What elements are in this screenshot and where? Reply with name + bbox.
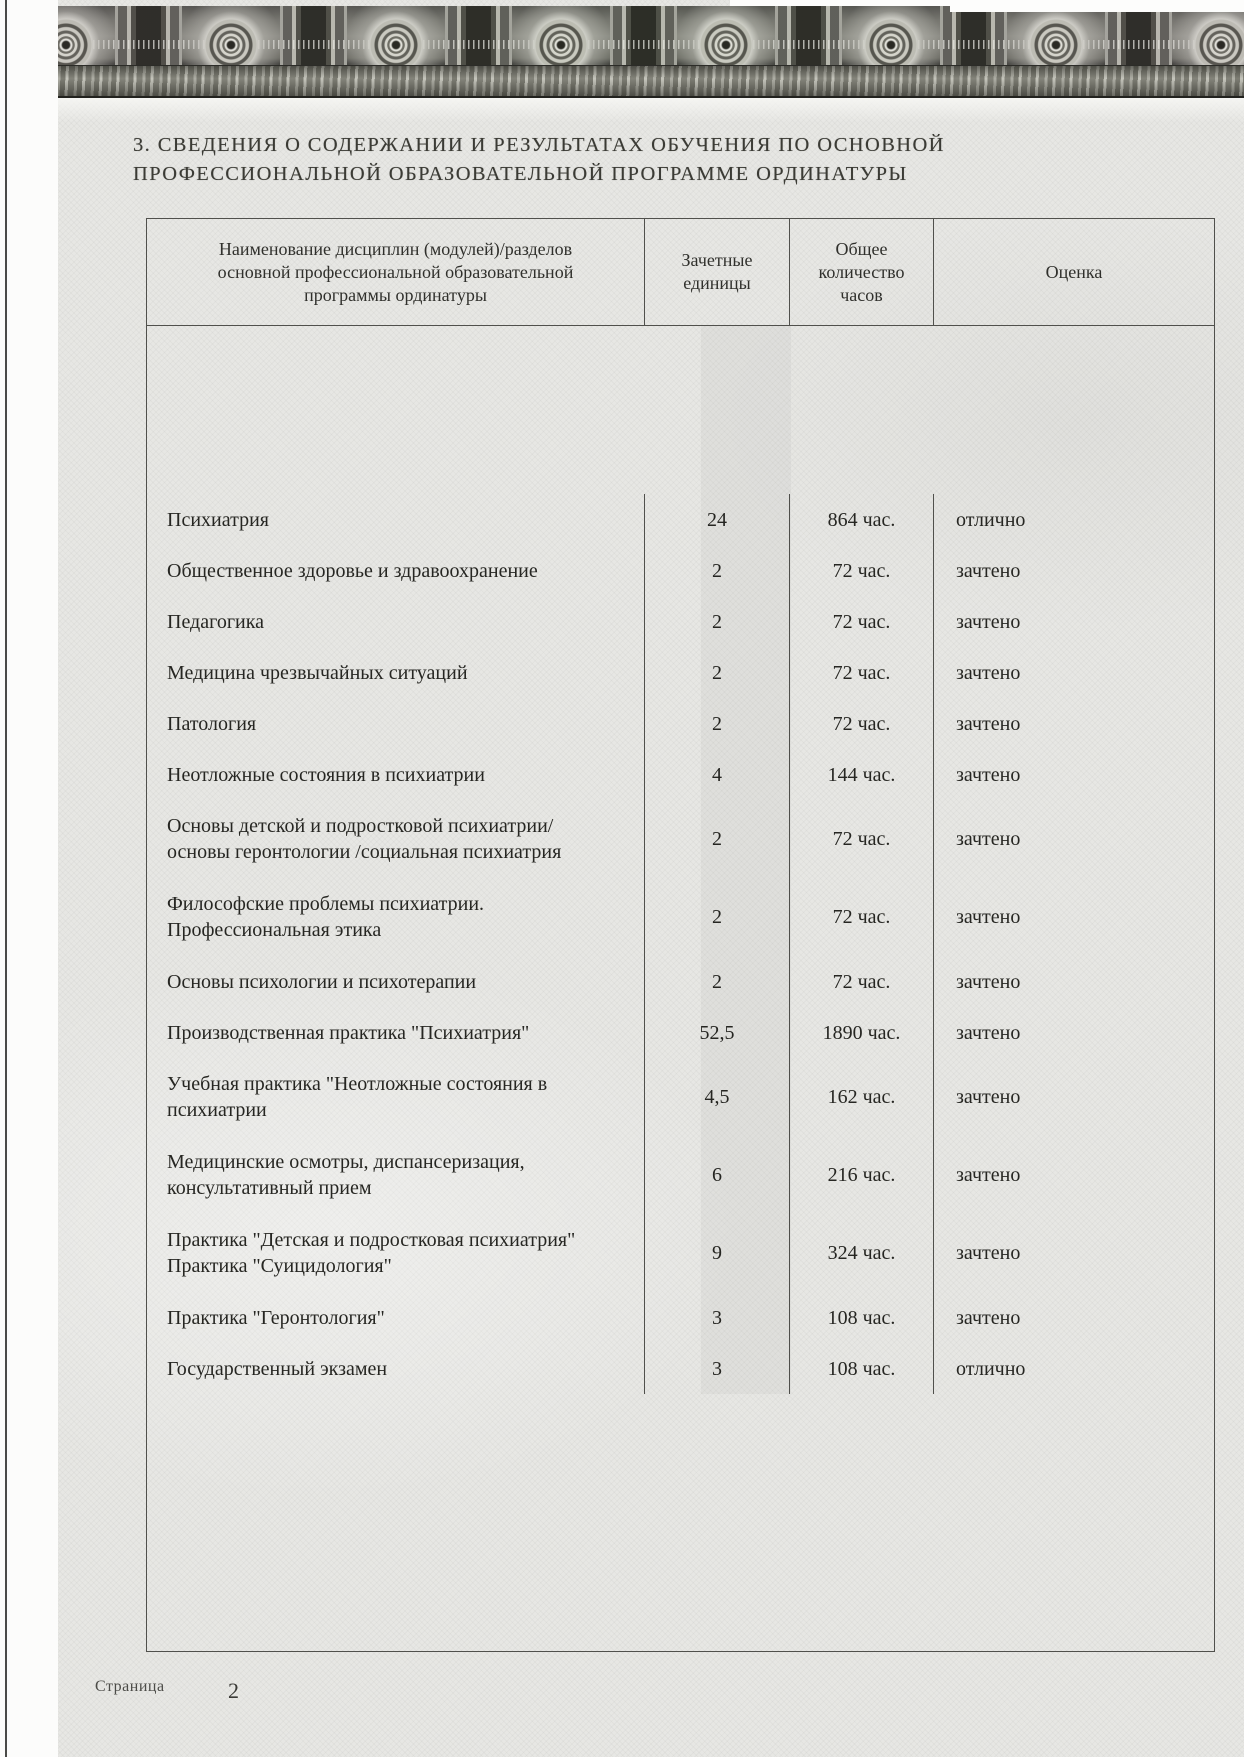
table-row: [147, 1343, 1214, 1394]
table-row: [147, 1136, 1214, 1214]
table-row: [147, 494, 1214, 545]
discipline-line: Основы детской и подростковой психиатрии/: [167, 815, 554, 837]
guilloche-band: [58, 6, 1244, 98]
hours-cell: 72 час.: [790, 878, 934, 956]
table-row: [147, 698, 1214, 749]
header-line: основной профессиональной образовательной: [217, 261, 574, 282]
grade-cell: отлично: [956, 1357, 1026, 1380]
credits-cell: 3: [645, 1292, 790, 1343]
hours-cell: 864 час.: [790, 494, 934, 545]
band-fade: [58, 98, 1244, 122]
hours-cell: 72 час.: [790, 698, 934, 749]
grade-cell: зачтено: [956, 828, 1021, 850]
discipline-line: Медицинские осмотры, диспансеризация,: [167, 1151, 525, 1173]
discipline-line: Медицина чрезвычайных ситуаций: [167, 661, 468, 684]
discipline-cell: [147, 1058, 645, 1136]
footer-page-number: 2: [228, 1678, 239, 1703]
credits-cell: 2: [645, 545, 790, 596]
hours-cell: 72 час.: [790, 545, 934, 596]
discipline-line: Практика "Геронтология": [167, 1306, 385, 1329]
header-line: Наименование дисциплин (модулей)/разделов: [218, 238, 573, 259]
discipline-cell: [147, 1007, 645, 1058]
hours-cell: 72 час.: [790, 800, 934, 878]
discipline-cell: [147, 749, 645, 800]
hours-cell: 1890 час.: [790, 1007, 934, 1058]
table-row: [147, 647, 1214, 698]
discipline-cell: [147, 698, 645, 749]
discipline-line: Неотложные состояния в психиатрии: [167, 763, 485, 786]
column-header-hours: [790, 219, 934, 325]
grade-cell: отлично: [956, 508, 1026, 531]
discipline-cell: [147, 1292, 645, 1343]
credits-cell: 2: [645, 800, 790, 878]
header-line: Оценка: [1045, 261, 1103, 282]
footer-page-label: Страница: [95, 1678, 165, 1695]
section-title-line1: 3. СВЕДЕНИЯ О СОДЕРЖАНИИ И РЕЗУЛЬТАТАХ ОБУЧЕНИЯ ПО ОСНОВНОЙ: [133, 134, 945, 156]
table-row: [147, 545, 1214, 596]
grade-cell: зачтено: [956, 661, 1021, 684]
credits-cell: 4: [645, 749, 790, 800]
hours-cell: 108 час.: [790, 1343, 934, 1394]
grade-cell: зачтено: [956, 1086, 1021, 1108]
discipline-cell: [147, 956, 645, 1007]
credits-cell: 9: [645, 1214, 790, 1292]
discipline-line: Профессиональная этика: [167, 919, 382, 941]
section-title-line2: ПРОФЕССИОНАЛЬНОЙ ОБРАЗОВАТЕЛЬНОЙ ПРОГРАММЕ ОРДИНАТУРЫ: [133, 163, 908, 185]
discipline-line: Учебная практика "Неотложные состояния в: [167, 1073, 548, 1095]
discipline-cell: [147, 1343, 645, 1394]
grade-cell: зачтено: [956, 559, 1021, 582]
discipline-cell: [147, 1214, 645, 1292]
discipline-line: Производственная практика "Психиатрия": [167, 1021, 530, 1044]
discipline-line: основы геронтологии /социальная психиатрия: [167, 841, 562, 863]
grade-cell: зачтено: [956, 970, 1021, 993]
discipline-line: Психиатрия: [167, 508, 269, 531]
table-row: [147, 749, 1214, 800]
discipline-line: Общественное здоровье и здравоохранение: [167, 559, 538, 582]
table-header-row: [147, 219, 1214, 326]
credits-cell: 2: [645, 878, 790, 956]
grade-cell: зачтено: [956, 610, 1021, 633]
credits-cell: 4,5: [645, 1058, 790, 1136]
discipline-cell: [147, 647, 645, 698]
scan-margin: [0, 0, 58, 1757]
discipline-cell: [147, 878, 645, 956]
table-body-top-gap: [147, 326, 1214, 494]
discipline-line: Практика "Суицидология": [167, 1255, 392, 1277]
scan-white-notch: [950, 0, 1244, 12]
scan-white-notch: [730, 0, 960, 6]
grade-cell: зачтено: [956, 712, 1021, 735]
scan-edge-line: [5, 0, 7, 1757]
header-line: программы ординатуры: [304, 284, 487, 305]
credits-cell: 2: [645, 647, 790, 698]
guilloche-fringe: [58, 65, 1244, 98]
discipline-cell: [147, 545, 645, 596]
table-row: [147, 878, 1214, 956]
discipline-line: Практика "Детская и подростковая психиатрия": [167, 1229, 576, 1251]
header-line: Зачетные: [681, 250, 753, 270]
credits-cell: 24: [645, 494, 790, 545]
header-line: часов: [840, 284, 883, 305]
hours-cell: 72 час.: [790, 596, 934, 647]
table-row: [147, 956, 1214, 1007]
grade-cell: зачтено: [956, 763, 1021, 786]
grade-cell: зачтено: [956, 1164, 1021, 1186]
discipline-line: Философские проблемы психиатрии.: [167, 893, 485, 915]
credits-cell: 2: [645, 956, 790, 1007]
table-row: [147, 800, 1214, 878]
discipline-line: Государственный экзамен: [167, 1357, 388, 1380]
credits-cell: 3: [645, 1343, 790, 1394]
header-line: количество: [818, 261, 905, 282]
discipline-line: Патология: [167, 712, 257, 735]
discipline-line: Основы психологии и психотерапии: [167, 970, 477, 993]
hours-cell: 108 час.: [790, 1292, 934, 1343]
table-row: [147, 1058, 1214, 1136]
hours-cell: 324 час.: [790, 1214, 934, 1292]
credits-cell: 6: [645, 1136, 790, 1214]
column-header-grade: [934, 219, 1214, 325]
grade-cell: зачтено: [956, 1021, 1021, 1044]
grade-cell: зачтено: [956, 906, 1021, 928]
hours-cell: 72 час.: [790, 647, 934, 698]
table-row: [147, 1007, 1214, 1058]
table-body: [147, 326, 1214, 1394]
table-row: [147, 596, 1214, 647]
credits-cell: 2: [645, 596, 790, 647]
discipline-line: психиатрии: [167, 1099, 267, 1121]
discipline-cell: [147, 800, 645, 878]
grade-cell: зачтено: [956, 1306, 1021, 1329]
table-row: [147, 1214, 1214, 1292]
credits-cell: 2: [645, 698, 790, 749]
table-row: [147, 1292, 1214, 1343]
hours-cell: 216 час.: [790, 1136, 934, 1214]
discipline-line: Педагогика: [167, 610, 265, 633]
discipline-cell: [147, 596, 645, 647]
results-table: [146, 218, 1215, 1652]
grade-cell: зачтено: [956, 1242, 1021, 1264]
header-line: Общее: [835, 238, 888, 259]
credits-cell: 52,5: [645, 1007, 790, 1058]
hours-cell: 72 час.: [790, 956, 934, 1007]
hours-cell: 162 час.: [790, 1058, 934, 1136]
section-title: [133, 131, 1123, 189]
header-line: единицы: [683, 273, 751, 293]
hours-cell: 144 час.: [790, 749, 934, 800]
discipline-line: консультативный прием: [167, 1177, 372, 1199]
column-header-discipline: [147, 219, 645, 325]
discipline-cell: [147, 494, 645, 545]
discipline-cell: [147, 1136, 645, 1214]
column-header-credits: [645, 219, 790, 325]
